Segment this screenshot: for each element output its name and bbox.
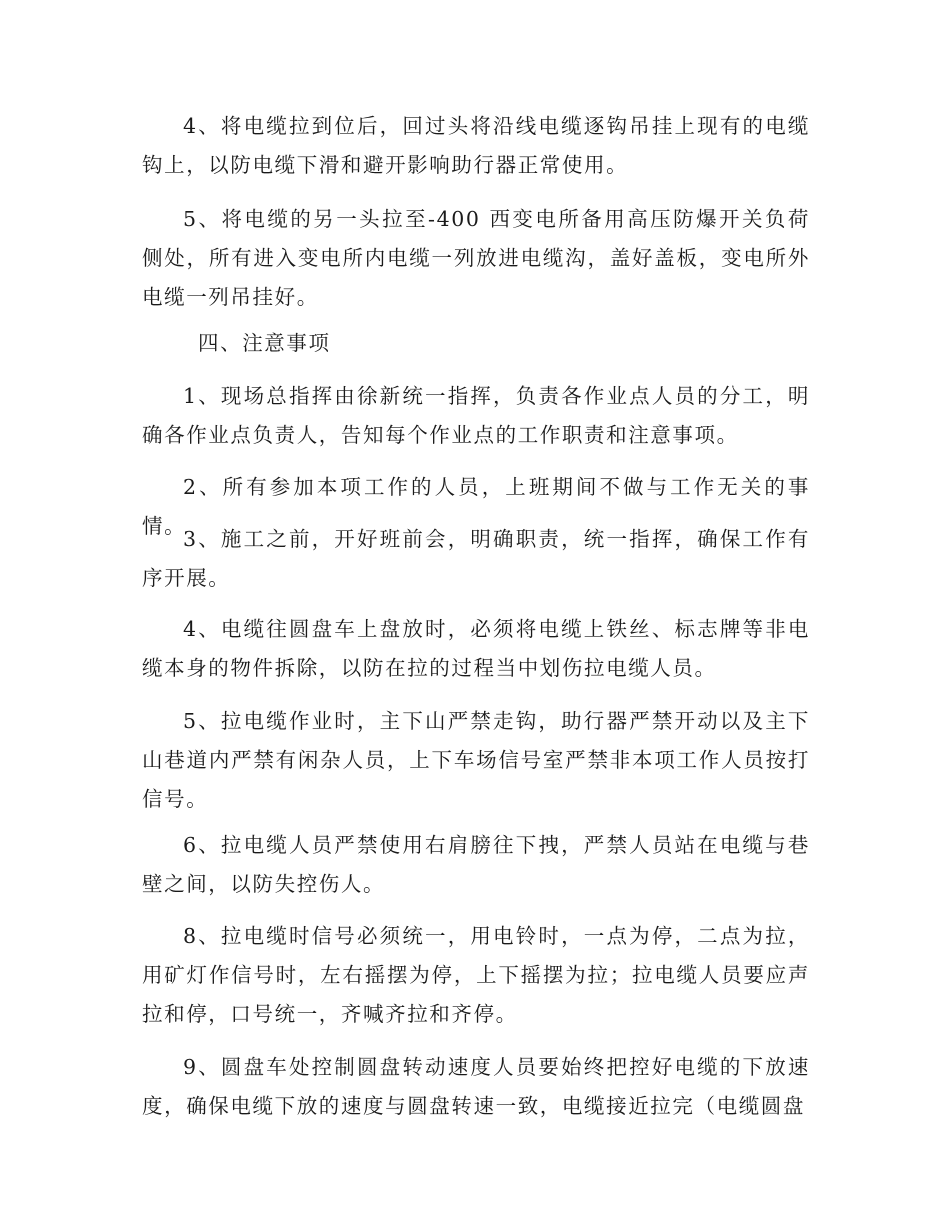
paragraph-precaution-3: 3、施工之前，开好班前会，明确职责，统一指挥，确保工作有序开展。 [142, 527, 810, 590]
paragraph-precaution-4: 4、电缆往圆盘车上盘放时，必须将电缆上铁丝、标志牌等非电缆本身的物件拆除，以防在拉的过程当中划伤拉电缆人员。 [142, 617, 810, 680]
paragraph-precaution-2: 2、所有参加本项工作的人员，上班期间不做与工作无关的事情。 [142, 475, 810, 538]
paragraph-precaution-5: 5、拉电缆作业时，主下山严禁走钩，助行器严禁开动以及主下山巷道内严禁有闲杂人员，上下车场信号室严禁非本项工作人员按打信号。 [142, 709, 810, 811]
paragraph-step-5-pull-to-substation: 5、将电缆的另一头拉至-400 西变电所备用高压防爆开关负荷侧处，所有进入变电所内电缆一列放进电缆沟，盖好盖板，变电所外电缆一列吊挂好。 [142, 207, 810, 309]
section-heading-precautions: 四、注意事项 [198, 331, 331, 355]
paragraph-step-4-hang-cable: 4、将电缆拉到位后，回过头将沿线电缆逐钩吊挂上现有的电缆钩上，以防电缆下滑和避开影响助行器正常使用。 [142, 114, 810, 177]
paragraph-precaution-6: 6、拉电缆人员严禁使用右肩膀往下拽，严禁人员站在电缆与巷壁之间，以防失控伤人。 [142, 833, 810, 896]
paragraph-precaution-8: 8、拉电缆时信号必须统一，用电铃时，一点为停，二点为拉，用矿灯作信号时，左右摇摆为停，上下摇摆为拉；拉电缆人员要应声拉和停，口号统一，齐喊齐拉和齐停。 [142, 924, 810, 1026]
paragraph-precaution-1: 1、现场总指挥由徐新统一指挥，负责各作业点人员的分工，明确各作业点负责人，告知每个作业点的工作职责和注意事项。 [142, 384, 810, 447]
paragraph-precaution-9: 9、圆盘车处控制圆盘转动速度人员要始终把控好电缆的下放速度，确保电缆下放的速度与圆盘转速一致，电缆接近拉完（电缆圆盘 [142, 1055, 810, 1118]
